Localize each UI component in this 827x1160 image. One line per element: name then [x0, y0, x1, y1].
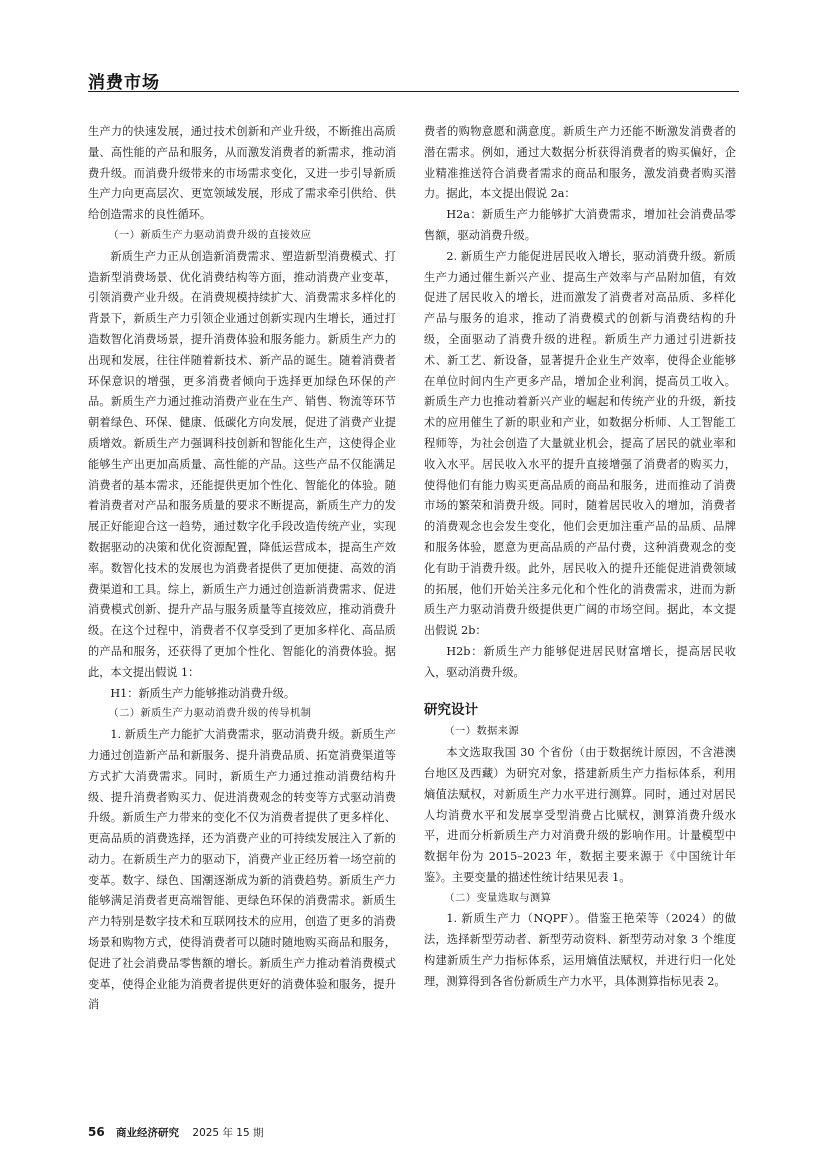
section-heading: 研究设计	[424, 701, 478, 718]
issue-label: 2025 年 15 期	[192, 1127, 264, 1139]
paragraph: 2. 新质生产力能促进居民收入增长，驱动消费升级。新质生产力通过催生新兴产业、提高生产效率与产品附加值，有效促进了居民收入的增长，进而激发了消费者对高品质、多样化产品与服务的追求，推动了消费模式的创新与消费结构的升级，全面驱动了消费升级的进程。新质生产力通过引进新技术、新工艺、新设备，显著提升企业生产效率，使得企业能够在单位时间内生产更多产品，增加企业利润，提高员工收入。新质生产力也推动着新兴产业的崛起和传统产业的升级，新技术的应用催生了新的职业和产业，如数据分析师、人工智能工程师等，为社会创造了大量就业机会，提高了居民的就业率和收入水平。居民收入水平的提升直接增强了消费者的购买力，使得他们有能力购买更高品质的商品和服务，进而推动了消费市场的繁荣和消费升级。同时，随着居民收入的增加，消费者的消费观念也会发生变化，他们会更加注重产品的品质、品牌和服务体验，愿意为更高品质的产品付费，这种消费观念的变化有助于消费升级。此外，居民收入的提升还能促进消费领域的拓展，他们开始关注多元化和个性化的消费需求，进而为新质生产力驱动消费升级提供更广阔的市场空间。据此，本文提出假说 2b：	[424, 249, 736, 638]
subsection-heading: （二）变量选取与测算	[444, 892, 552, 904]
left-column	[88, 122, 396, 1016]
paragraph: 本文选取我国 30 个省份（由于数据统计原因，不含港澳台地区及西藏）为研究对象，搭建新质生产力指标体系，利用熵值法赋权，对新质生产力水平进行测算。同时，通过对居民人均消费水平和发展享受型消费占比赋权，测算消费升级水平，进而分析新质生产力对消费升级的影响作用。计量模型中数据年份为 2015–2023 年，数据主要来源于《中国统计年鉴》。主要变量的描述性统计结果见表 1。	[424, 746, 736, 884]
paragraph: 生产力的快速发展，通过技术创新和产业升级，不断推出高质量、高性能的产品和服务，从而激发消费者的新需求，推动消费升级。而消费升级带来的市场需求变化，又进一步引导新质生产力向更高层次、更宽领域发展，形成了需求牵引供给、供给创造需求的良性循环。	[88, 125, 396, 222]
subsection-heading: （一）新质生产力驱动消费升级的直接效应	[108, 229, 312, 241]
header-rule	[88, 91, 739, 92]
paragraph: 1. 新质生产力能扩大消费需求，驱动消费升级。新质生产力通过创造新产品和新服务、提升消费品质、拓宽消费渠道等方式扩大消费需求。同时，新质生产力通过推动消费结构升级、提升消费者购买力、促进消费观念的转变等方式驱动消费升级。新质生产力带来的变化不仅为消费者提供了更多样化、更高品质的消费选择，还为消费产业的可持续发展注入了新的动力。在新质生产力的驱动下，消费产业正经历着一场空前的变革。数字、绿色、国潮逐渐成为新的消费趋势。新质生产力能够满足消费者更高端智能、更绿色环保的消费需求。新质生产力特别是数字技术和互联网技术的应用，创造了更多的消费场景和购物方式，使得消费者可以随时随地购买商品和服务，促进了社会消费品零售额的增长。新质生产力推动着消费模式变革，使得企业能为消费者提供更好的消费体验和服务，提升消	[88, 728, 396, 1012]
subsection-heading: （二）新质生产力驱动消费升级的传导机制	[108, 708, 312, 720]
journal-name: 商业经济研究	[116, 1127, 180, 1139]
paragraph: H1：新质生产力能够推动消费升级。	[110, 686, 296, 700]
page-number: 56	[88, 1125, 105, 1139]
paragraph: H2a：新质生产力能够扩大消费需求，增加社会消费品零售额，驱动消费升级。	[424, 208, 736, 242]
paragraph: H2b：新质生产力能够促进居民财富增长，提高居民收入，驱动消费升级。	[424, 644, 736, 679]
right-column	[424, 122, 736, 993]
paragraph: 1. 新质生产力（NQPF）。借鉴王艳荣等（2024）的做法，选择新型劳动者、新型劳动资料、新型劳动对象 3 个维度构建新质生产力指标体系，运用熵值法赋权，并进行归一化处理，测算得到各省份新质生产力水平，具体测算指标见表 2。	[424, 912, 736, 988]
section-title: 消费市场	[88, 73, 160, 93]
paragraph: 费者的购物意愿和满意度。新质生产力还能不断激发消费者的潜在需求。例如，通过大数据分析获得消费者的购买偏好，企业精准推送符合消费者需求的商品和服务，激发消费者购买潜力。据此，本文提出假说 2a：	[424, 125, 736, 201]
paragraph: 新质生产力正从创造新消费需求、塑造新型消费模式、打造新型消费场景、优化消费结构等方面，推动消费产业变革，引领消费产业升级。在消费规模持续扩大、消费需求多样化的背景下，新质生产力引领企业通过创新实现内生增长，通过打造数智化消费场景，提升消费体验和服务能力。新质生产力的出现和发展，往往伴随着新技术、新产品的诞生。随着消费者环保意识的增强，更多消费者倾向于选择更加绿色环保的产品。新质生产力通过推动消费产业在生产、销售、物流等环节朝着绿色、环保、健康、低碳化方向发展，促进了消费产业提质增效。新质生产力强调科技创新和智能化生产，这使得企业能够生产出更加高质量、高性能的产品。这些产品不仅能满足消费者的基本需求，还能提供更加个性化、智能化的体验。随着消费者对产品和服务质量的要求不断提高，新质生产力的发展正好能迎合这一趋势，通过数字化手段改造传统产业，实现数据驱动的决策和优化资源配置，降低运营成本，提高生产效率。数智化技术的发展也为消费者提供了更加便捷、高效的消费渠道和工具。综上，新质生产力通过创造新消费需求、促进消费模式创新、提升产品与服务质量等直接效应，推动消费升级。在这个过程中，消费者不仅享受到了更加多样化、高品质的产品和服务，还获得了更加个性化、智能化的消费体验。据此，本文提出假说 1：	[88, 249, 396, 679]
page-footer	[88, 1125, 264, 1140]
subsection-heading: （一）数据来源	[444, 726, 520, 738]
